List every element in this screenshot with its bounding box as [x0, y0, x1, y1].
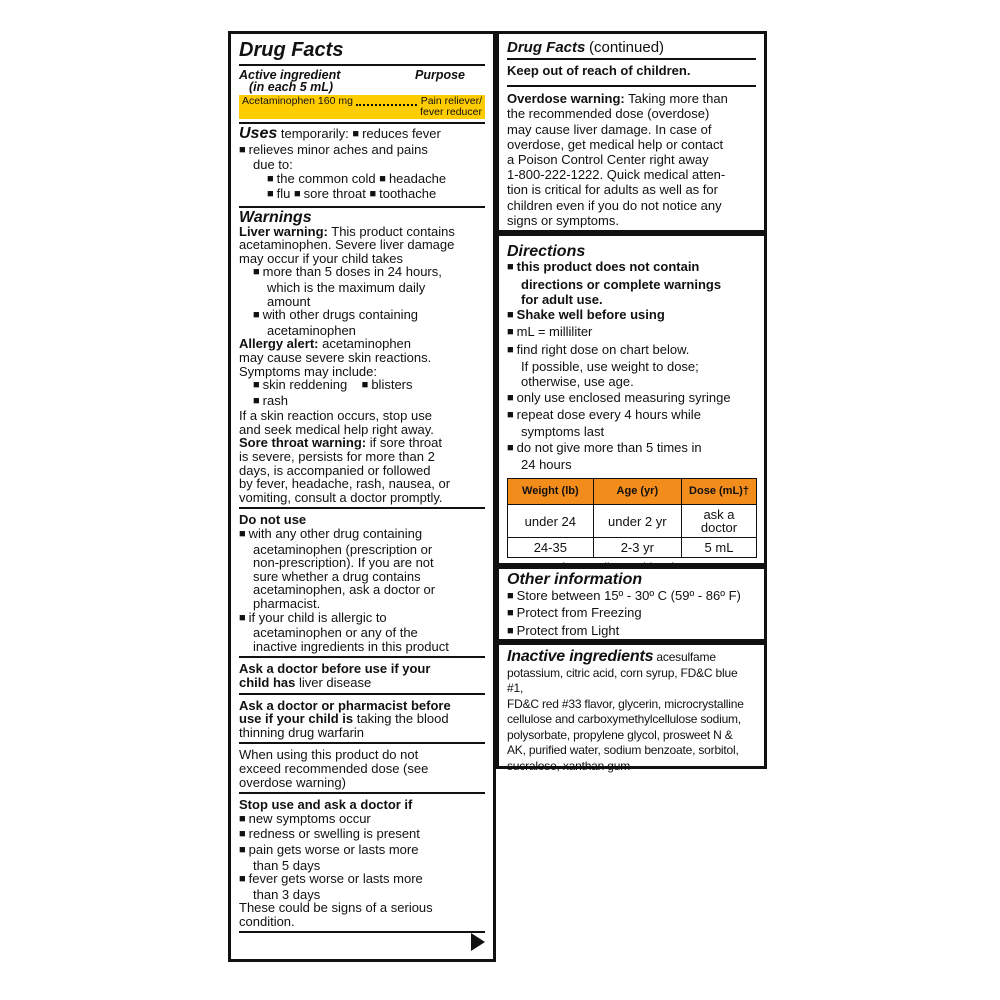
directions-text: mL = milliliter: [516, 324, 593, 340]
uses-item: flu: [276, 186, 291, 202]
square-bullet-icon: [239, 842, 249, 857]
table-cell: under 2 yr: [593, 505, 681, 538]
warning-text: This product contains: [331, 223, 455, 239]
table-cell: 5 mL: [682, 538, 757, 558]
overdose-text: 1-800-222-1222. Quick medical atten-: [507, 167, 726, 183]
directions-text: symptoms last: [521, 424, 605, 440]
drug-facts-title: Drug Facts: [239, 39, 344, 61]
directions-text: otherwise, use age.: [521, 374, 634, 390]
do-not-use-section: [239, 509, 485, 658]
uses-item: the common cold: [276, 170, 376, 186]
warning-text: blisters: [371, 377, 413, 393]
table-cell: 2-3 yr: [593, 538, 681, 558]
directions-panel: [496, 233, 767, 566]
square-bullet-icon: [267, 186, 277, 201]
square-bullet-icon: [507, 390, 517, 405]
table-cell: 24-35: [508, 538, 594, 558]
square-bullet-icon: [507, 605, 517, 620]
warning-text: and seek medical help right away.: [239, 421, 434, 437]
drug-facts-left-panel: [228, 31, 496, 962]
warning-text: may cause severe skin reactions.: [239, 349, 432, 365]
keep-out-section: [507, 60, 756, 88]
inactive-ingredients-text: acesulfame: [656, 650, 716, 664]
square-bullet-icon: [239, 610, 249, 625]
next-arrow-icon: [471, 933, 485, 951]
uses-item: sore throat: [303, 186, 366, 202]
directions-text: this product does not contain: [516, 259, 700, 275]
warning-text: more than 5 doses in 24 hours,: [262, 264, 442, 280]
square-bullet-icon: [253, 393, 263, 408]
uses-line: temporarily:: [280, 126, 349, 141]
overdose-text: a Poison Control Center right away: [507, 152, 709, 167]
directions-text: repeat dose every 4 hours while: [516, 406, 701, 422]
warning-text: is severe, persists for more than 2: [239, 449, 435, 465]
continued-header: [507, 34, 756, 60]
continued-title: Drug Facts: [507, 39, 586, 56]
ingredient-highlight: [239, 95, 485, 119]
ask-doctor-section: [239, 658, 485, 694]
square-bullet-icon: [507, 307, 517, 322]
do-not-use-text: pharmacist.: [253, 596, 321, 611]
table-row: [508, 505, 757, 538]
square-bullet-icon: [362, 377, 372, 392]
square-bullet-icon: [507, 324, 517, 339]
stop-use-text: condition.: [239, 913, 295, 929]
liver-warning-label: Liver warning:: [239, 223, 328, 239]
square-bullet-icon: [239, 811, 249, 826]
inactive-ingredients-text: potassium, citric acid, corn syrup, FD&C blue #1,: [507, 665, 738, 695]
warning-text: by fever, headache, rash, nausea, or: [239, 476, 451, 492]
inactive-ingredients-text: FD&C red #33 flavor, glycerin, microcrystalline: [507, 696, 744, 711]
warnings-title: Warnings: [239, 208, 312, 226]
purpose-line-1: Pain reliever/: [420, 95, 482, 107]
square-bullet-icon: [379, 171, 389, 186]
overdose-text: the recommended dose (overdose): [507, 106, 710, 122]
stop-use-text: fever gets worse or lasts more: [248, 871, 423, 887]
when-using-text: overdose warning): [239, 774, 346, 790]
overdose-text: signs or symptoms.: [507, 212, 619, 228]
other-information-section: [507, 569, 756, 643]
square-bullet-icon: [507, 259, 517, 274]
dosage-table: [507, 478, 757, 558]
stop-use-section: [239, 794, 485, 933]
overdose-text: may cause liver damage. In case of: [507, 121, 712, 137]
directions-text: do not give more than 5 times in: [516, 439, 702, 455]
when-using-text: exceed recommended dose (see: [239, 760, 429, 776]
inactive-ingredients-text: sucralose, xanthan gum: [507, 758, 631, 773]
when-using-section: [239, 744, 485, 794]
do-not-use-text: acetaminophen or any of the: [253, 625, 418, 641]
directions-text: directions or complete warnings: [521, 276, 722, 292]
inactive-ingredients-title: Inactive ingredients: [507, 648, 654, 665]
inactive-ingredients-panel: [496, 642, 767, 773]
warning-text: skin reddening: [262, 377, 348, 393]
allergy-alert-label: Allergy alert:: [239, 336, 319, 352]
ask-pharmacist-title: use if your child is: [239, 711, 354, 727]
do-not-use-text: inactive ingredients in this product: [253, 638, 449, 654]
square-bullet-icon: [267, 171, 277, 186]
warning-text: with other drugs containing: [262, 307, 419, 323]
square-bullet-icon: [507, 623, 517, 638]
uses-title: Uses: [239, 125, 278, 142]
other-information-title: Other information: [507, 571, 643, 588]
warning-text: which is the maximum daily: [267, 279, 426, 295]
sore-throat-label: Sore throat warning:: [239, 435, 367, 451]
warning-text: if sore throat: [369, 435, 443, 451]
square-bullet-icon: [239, 826, 249, 841]
directions-text: Shake well before using: [516, 307, 665, 323]
stop-use-text: pain gets worse or lasts more: [248, 841, 419, 857]
continued-label: (continued): [588, 39, 665, 56]
directions-section: [507, 236, 756, 579]
keep-out-text: Keep out of reach of children.: [507, 62, 691, 78]
stop-use-title: Stop use and ask a doctor if: [239, 797, 413, 813]
stop-use-text: than 5 days: [253, 857, 321, 873]
overdose-label: Overdose warning:: [507, 91, 625, 107]
warnings-section: [239, 208, 485, 509]
active-ingredient-section: [239, 34, 485, 124]
table-header: Age (yr): [593, 479, 681, 505]
uses-item: headache: [388, 170, 447, 186]
overdose-text: children even if you do not notice any: [507, 197, 722, 213]
stop-use-text: These could be signs of a serious: [239, 900, 433, 916]
leader-dots: [356, 104, 417, 106]
table-row: [508, 538, 757, 558]
directions-text: only use enclosed measuring syringe: [516, 389, 731, 405]
inactive-ingredients-section: [507, 645, 756, 777]
square-bullet-icon: [239, 526, 249, 541]
drug-facts-continued-panel: [496, 31, 767, 233]
do-not-use-text: sure whether a drug contains: [253, 568, 421, 584]
purpose-line-2: fever reducer: [420, 106, 482, 118]
do-not-use-title: Do not use: [239, 512, 307, 528]
square-bullet-icon: [239, 871, 249, 886]
ask-pharmacist-section: [239, 695, 485, 745]
square-bullet-icon: [352, 126, 362, 141]
table-header: Weight (lb): [508, 479, 594, 505]
directions-text: If possible, use weight to dose;: [521, 359, 699, 375]
directions-text: for adult use.: [521, 291, 603, 307]
do-not-use-text: acetaminophen (prescription or: [253, 541, 433, 557]
square-bullet-icon: [369, 186, 379, 201]
active-ingredient-label: Active ingredient: [239, 68, 341, 82]
uses-item: reduces fever: [362, 126, 441, 141]
directions-text: 24 hours: [521, 456, 572, 472]
uses-item: toothache: [379, 186, 437, 202]
active-ingredient-sub: (in each 5 mL): [249, 80, 334, 94]
square-bullet-icon: [507, 407, 517, 422]
inactive-ingredients-text: AK, purified water, sodium benzoate, sorbitol,: [507, 743, 739, 757]
warning-text: acetaminophen: [322, 336, 412, 352]
warning-text: acetaminophen: [267, 322, 356, 338]
inactive-ingredients-text: polysorbate, propylene glycol, prosweet N &: [507, 727, 733, 742]
other-information-text: Protect from Light: [516, 622, 620, 638]
do-not-use-text: acetaminophen, ask a doctor or: [253, 582, 436, 598]
warning-text: If a skin reaction occurs, stop use: [239, 408, 432, 424]
warning-text: may occur if your child takes: [239, 250, 404, 266]
table-header-row: [508, 479, 757, 505]
warning-text: rash: [262, 392, 288, 408]
ask-pharmacist-text: thinning drug warfarin: [239, 724, 365, 740]
warning-text: days, is accompanied or followed: [239, 462, 431, 478]
when-using-text: When using this product do not: [239, 747, 419, 763]
square-bullet-icon: [253, 377, 263, 392]
square-bullet-icon: [507, 440, 517, 455]
overdose-text: Taking more than: [628, 91, 728, 107]
purpose-label: Purpose: [414, 68, 465, 82]
table-header: Dose (mL)†: [682, 479, 757, 505]
table-cell: under 24: [508, 505, 594, 538]
ask-doctor-title: child has: [239, 674, 296, 690]
warning-text: amount: [267, 293, 311, 309]
directions-title: Directions: [507, 243, 586, 260]
square-bullet-icon: [294, 186, 304, 201]
other-information-text: Store between 15º - 30º C (59º - 86º F): [516, 587, 741, 603]
uses-line: due to:: [253, 157, 293, 173]
stop-use-text: redness or swelling is present: [248, 826, 420, 842]
stop-use-text: than 3 days: [253, 886, 321, 902]
square-bullet-icon: [253, 307, 263, 322]
stop-use-text: new symptoms occur: [248, 810, 371, 826]
ask-pharmacist-text: taking the blood: [356, 711, 449, 727]
overdose-text: overdose, get medical help or contact: [507, 136, 724, 152]
warning-text: Symptoms may include:: [239, 363, 377, 379]
other-information-text: Protect from Freezing: [516, 605, 642, 620]
ask-doctor-title: Ask a doctor before use if your: [239, 661, 431, 677]
do-not-use-text: if your child is allergic to: [248, 609, 387, 625]
other-information-panel: [496, 566, 767, 642]
overdose-text: tion is critical for adults as well as for: [507, 182, 718, 198]
warning-text: vomiting, consult a doctor promptly.: [239, 489, 443, 505]
square-bullet-icon: [507, 342, 517, 357]
ask-doctor-text: liver disease: [298, 674, 372, 690]
inactive-ingredients-text: cellulose and carboxymethylcellulose sodium,: [507, 712, 741, 726]
uses-section: [239, 124, 485, 208]
table-cell: ask a doctor: [682, 505, 757, 538]
uses-item: relieves minor aches and pains: [248, 141, 428, 157]
square-bullet-icon: [253, 264, 263, 279]
directions-text: find right dose on chart below.: [516, 341, 690, 357]
square-bullet-icon: [239, 142, 249, 157]
ask-pharmacist-title: Ask a doctor or pharmacist before: [239, 697, 451, 713]
overdose-section: [507, 87, 756, 231]
ingredient-name: Acetaminophen 160 mg: [242, 95, 353, 107]
warning-text: acetaminophen. Severe liver damage: [239, 237, 455, 253]
do-not-use-text: with any other drug containing: [248, 526, 423, 542]
square-bullet-icon: [507, 588, 517, 603]
do-not-use-text: non-prescription). If you are not: [253, 555, 434, 571]
